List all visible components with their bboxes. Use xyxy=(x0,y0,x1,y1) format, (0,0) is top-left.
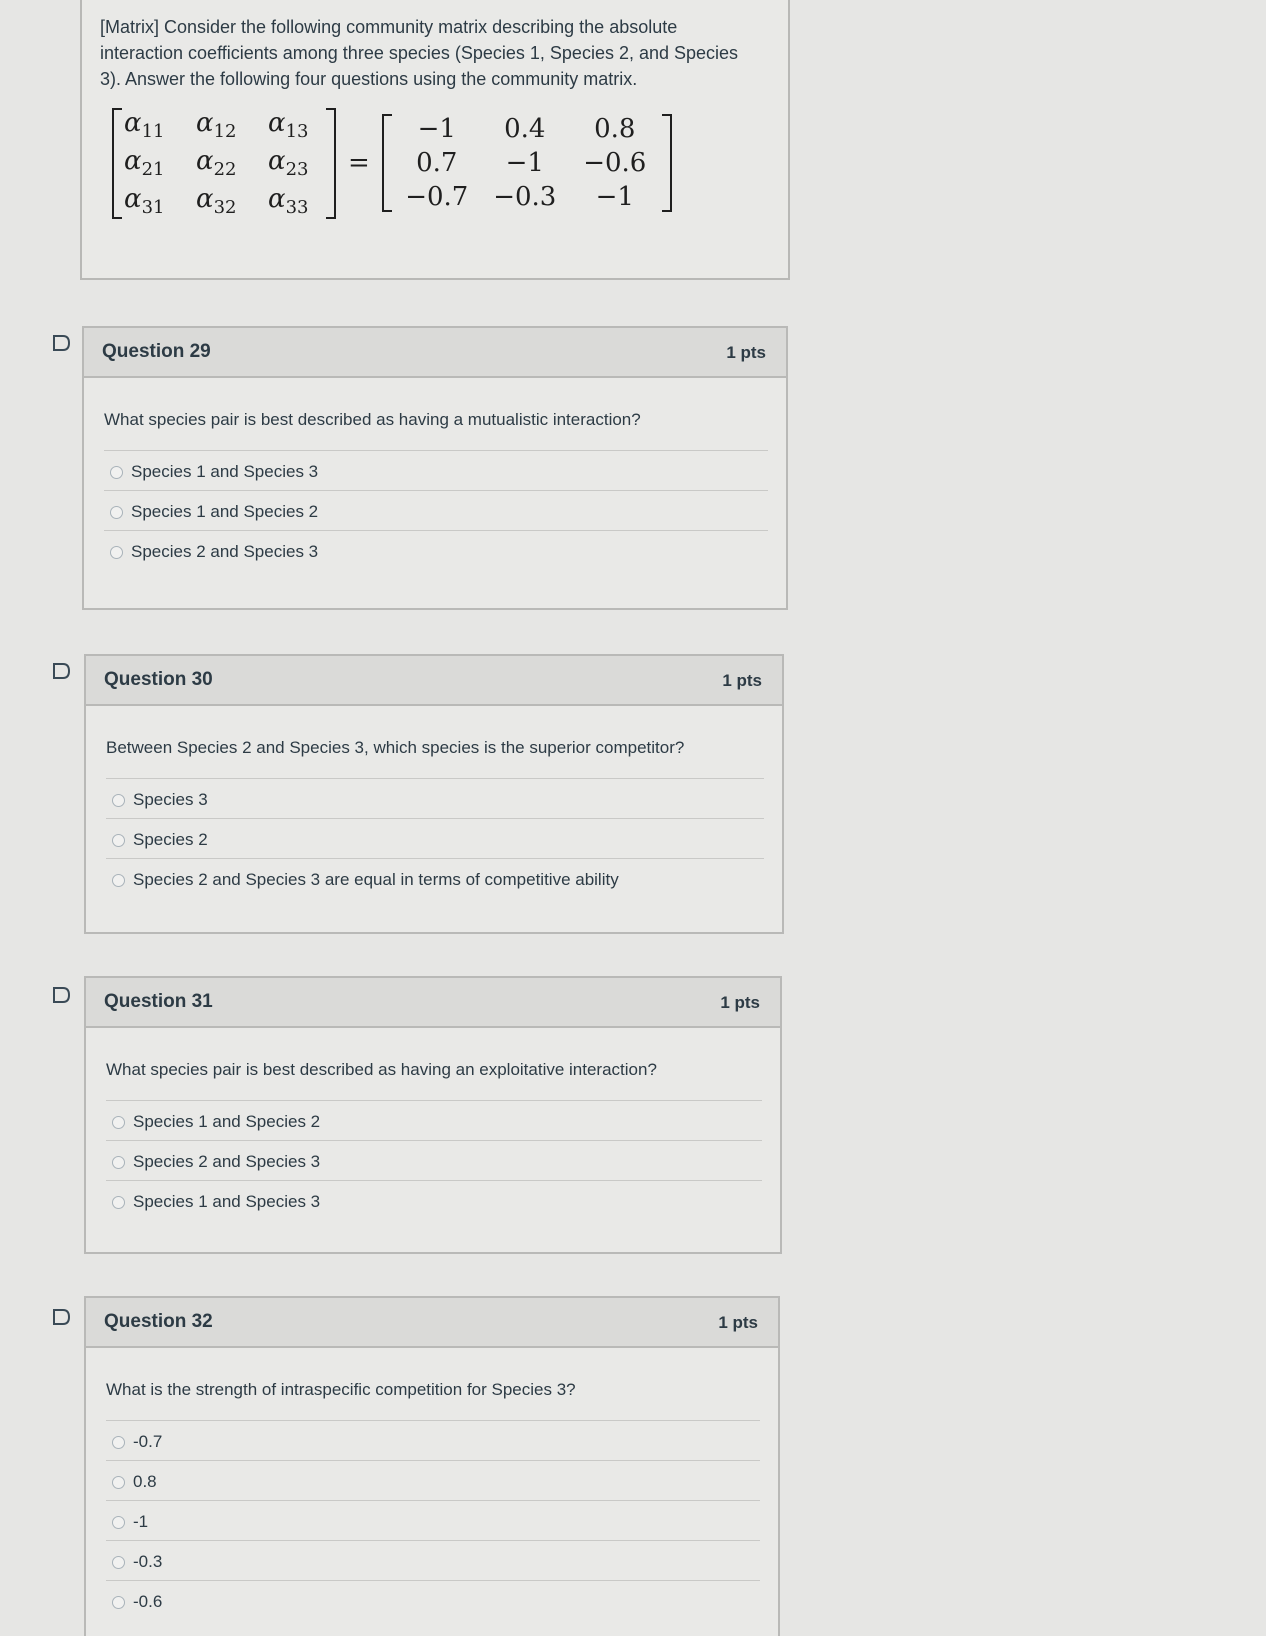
matrix-symbol: $\alpha_{12}$ xyxy=(196,108,237,143)
matrix-value: 0.8 xyxy=(594,114,636,145)
question-32 xyxy=(84,1296,780,1636)
bookmark-flag-icon[interactable] xyxy=(52,334,72,352)
question-points: 1 pts xyxy=(720,993,760,1012)
stimulus-panel xyxy=(80,0,790,280)
answer-label: Species 1 and Species 2 xyxy=(133,1112,321,1131)
bookmark-flag-icon[interactable] xyxy=(52,662,72,680)
radio-button-icon[interactable] xyxy=(112,1156,125,1169)
answer-option[interactable] xyxy=(106,858,764,898)
answer-option[interactable] xyxy=(104,450,768,490)
question-text: What species pair is best described as having an exploitative interaction? xyxy=(106,1060,657,1079)
bookmark-flag-icon[interactable] xyxy=(52,986,72,1004)
matrix-symbol: $\alpha_{11}$ xyxy=(124,108,165,143)
answer-label: -0.6 xyxy=(133,1592,163,1611)
matrix-symbol: $\alpha_{22}$ xyxy=(196,146,237,181)
answer-list xyxy=(104,450,768,570)
radio-button-icon[interactable] xyxy=(112,1116,125,1129)
matrix-symbol: $\alpha_{31}$ xyxy=(124,184,165,219)
answer-option[interactable] xyxy=(106,1460,760,1500)
question-points: 1 pts xyxy=(718,1313,758,1332)
matrix-value: −1 xyxy=(417,114,456,145)
answer-option[interactable] xyxy=(106,1580,760,1620)
answer-label: Species 3 xyxy=(133,790,208,809)
answer-label: -0.3 xyxy=(133,1552,163,1571)
radio-button-icon[interactable] xyxy=(112,1516,125,1529)
matrix-value: −1 xyxy=(595,182,634,213)
radio-button-icon[interactable] xyxy=(110,506,123,519)
question-title: Question 29 xyxy=(102,341,211,362)
radio-button-icon[interactable] xyxy=(112,1196,125,1209)
radio-button-icon[interactable] xyxy=(112,1476,125,1489)
matrix-value: −0.6 xyxy=(583,148,647,179)
answer-option[interactable] xyxy=(106,818,764,858)
matrix-value: 0.4 xyxy=(504,114,546,145)
answer-label: Species 1 and Species 2 xyxy=(131,502,319,521)
answer-label: Species 2 xyxy=(133,830,208,849)
answer-label: Species 1 and Species 3 xyxy=(131,462,319,481)
question-header xyxy=(86,978,780,1028)
bookmark-flag-icon[interactable] xyxy=(52,1308,72,1326)
question-points: 1 pts xyxy=(722,671,762,690)
radio-button-icon[interactable] xyxy=(112,834,125,847)
answer-option[interactable] xyxy=(106,778,764,818)
alpha-matrix xyxy=(112,108,336,219)
answer-option[interactable] xyxy=(104,530,768,570)
radio-button-icon[interactable] xyxy=(112,874,125,887)
answer-label: 0.8 xyxy=(133,1472,157,1491)
answer-option[interactable] xyxy=(106,1100,762,1140)
answer-label: -0.7 xyxy=(133,1432,163,1451)
question-text: What is the strength of intraspecific competition for Species 3? xyxy=(106,1380,576,1399)
answer-list xyxy=(106,778,764,898)
question-text: Between Species 2 and Species 3, which species is the superior competitor? xyxy=(106,738,685,757)
radio-button-icon[interactable] xyxy=(112,1596,125,1609)
matrix-value: −1 xyxy=(505,148,544,179)
radio-button-icon[interactable] xyxy=(112,1556,125,1569)
question-30 xyxy=(84,654,784,934)
radio-button-icon[interactable] xyxy=(112,1436,125,1449)
matrix-value: 0.7 xyxy=(416,148,458,179)
question-title: Question 32 xyxy=(104,1311,213,1332)
radio-button-icon[interactable] xyxy=(112,794,125,807)
radio-button-icon[interactable] xyxy=(110,466,123,479)
question-title: Question 30 xyxy=(104,669,213,690)
matrix-symbol: $\alpha_{33}$ xyxy=(268,184,309,219)
question-header xyxy=(86,1298,778,1348)
answer-option[interactable] xyxy=(106,1540,760,1580)
answer-label: Species 2 and Species 3 xyxy=(133,1152,321,1171)
answer-label: Species 1 and Species 3 xyxy=(133,1192,321,1211)
question-29 xyxy=(82,326,788,610)
equals-sign: = xyxy=(348,148,370,179)
matrix-symbol: $\alpha_{21}$ xyxy=(124,146,165,181)
answer-label: Species 2 and Species 3 xyxy=(131,542,319,561)
value-matrix xyxy=(382,114,672,212)
stimulus-text: [Matrix] Consider the following community matrix describing the absolute interaction coefficients among three species (Species 1, Species 2, and Species 3). Answer the following four questions using the community matrix. xyxy=(100,17,739,89)
matrix-symbol: $\alpha_{13}$ xyxy=(268,108,309,143)
question-text: What species pair is best described as having a mutualistic interaction? xyxy=(104,410,641,429)
answer-option[interactable] xyxy=(106,1420,760,1460)
question-31 xyxy=(84,976,782,1254)
answer-label: Species 2 and Species 3 are equal in terms of competitive ability xyxy=(133,870,619,889)
answer-option[interactable] xyxy=(104,490,768,530)
question-points: 1 pts xyxy=(726,343,766,362)
matrix-symbol: $\alpha_{32}$ xyxy=(196,184,237,219)
matrix-value: −0.7 xyxy=(405,182,469,213)
answer-list xyxy=(106,1420,760,1620)
answer-option[interactable] xyxy=(106,1140,762,1180)
question-title: Question 31 xyxy=(104,991,213,1012)
question-header xyxy=(84,328,786,378)
answer-list xyxy=(106,1100,762,1220)
answer-option[interactable] xyxy=(106,1500,760,1540)
radio-button-icon[interactable] xyxy=(110,546,123,559)
question-header xyxy=(86,656,782,706)
answer-option[interactable] xyxy=(106,1180,762,1220)
community-matrix-equation xyxy=(112,108,672,219)
matrix-value: −0.3 xyxy=(493,182,557,213)
answer-label: -1 xyxy=(133,1512,149,1531)
matrix-symbol: $\alpha_{23}$ xyxy=(268,146,309,181)
